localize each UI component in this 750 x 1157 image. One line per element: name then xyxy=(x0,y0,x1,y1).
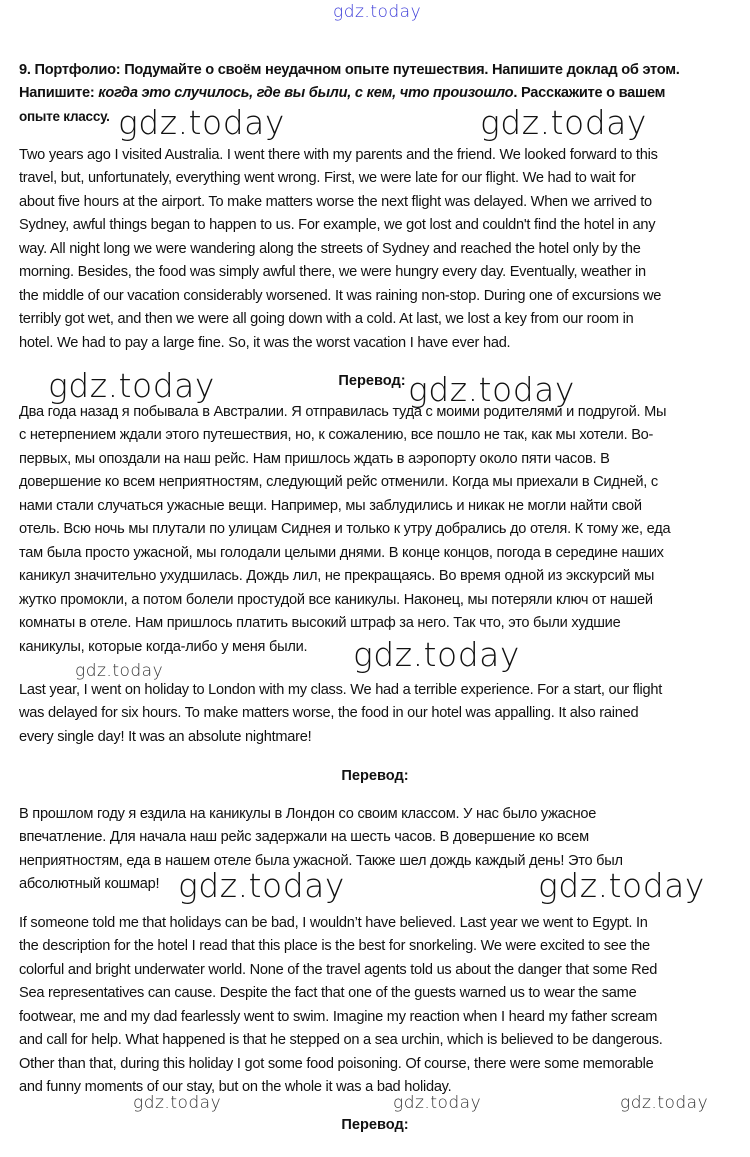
watermark: gdz.today xyxy=(133,1093,222,1113)
english-answer-2-line: Last year, I went on holiday to London with my class. We had a terrible experience. For a start, our flight xyxy=(19,682,663,698)
watermark: gdz.today xyxy=(75,661,164,681)
english-answer-2-line: every single day! It was an absolute nightmare! xyxy=(19,728,312,745)
russian-translation-1-line: отель. Всю ночь мы плутали по улицам Сиднея и только к утру добрались до отеля. К тому же, еда xyxy=(19,521,671,538)
watermark-header: gdz.today xyxy=(333,2,422,22)
watermark: gdz.today xyxy=(480,103,647,142)
task-line-2-end: . Расскажите о вашем xyxy=(513,85,666,101)
english-answer-1-line: Sydney, awful things began to happen to us. For example, we got lost and couldn't find the hotel in any xyxy=(19,217,656,234)
english-answer-3-line: colorful and bright underwater world. None of the travel agents told us about the danger that some Red xyxy=(19,961,658,978)
watermark: gdz.today xyxy=(353,635,520,674)
english-answer-1-line: way. All night long we were wandering along the streets of Sydney and reached the hotel only by the xyxy=(19,240,641,257)
translation-label-2: Перевод: xyxy=(341,768,409,784)
english-answer-1-line: Two years ago I visited Australia. I went there with my parents and the friend. We looked forward to this xyxy=(19,147,658,163)
english-answer-1-line: travel, but, unfortunately, everything went wrong. First, we were late for our flight. We had to wait for xyxy=(19,170,636,187)
russian-translation-1-line: комнаты в отеле. Нам пришлось платить высокий штраф за него. Так что, это были худшие xyxy=(19,615,621,632)
english-answer-3-line: and funny moments of our stay, but on the whole it was a bad holiday. xyxy=(19,1079,452,1096)
english-answer-1-line: about five hours at the airport. To make matters worse the next flight was delayed. When we arrived to xyxy=(19,193,652,210)
watermark: gdz.today xyxy=(620,1093,709,1113)
translation-label-3: Перевод: xyxy=(341,1117,409,1133)
english-answer-3-line: the description for the hotel I read that this place is the best for snorkeling. We were excited to see the xyxy=(19,938,650,955)
russian-translation-1-line: первых, мы опоздали на наш рейс. Нам пришлось ждать в аэропорту около пяти часов. В xyxy=(19,450,610,467)
english-answer-3-line: Sea representatives can cause. Despite the fact that one of the guests warned us to wear the same xyxy=(19,985,637,1002)
task-questions: когда это случилось, где вы были, с кем, что произошло xyxy=(98,85,514,101)
russian-translation-2-line: впечатление. Для начала наш рейс задержали на шесть часов. В довершение ко всем xyxy=(19,829,589,846)
russian-translation-1-line: каникул значительно ухудшилась. Дождь лил, не прекращаясь. Во время одной из экскурсий мы xyxy=(19,568,655,585)
task-line-2-start: Напишите: xyxy=(19,85,99,101)
russian-translation-2-line: В прошлом году я ездила на каникулы в Лондон со своим классом. У нас было ужасное xyxy=(19,806,597,822)
english-answer-1-line: morning. Besides, the food was simply awful there, we were hungry every day. Eventually, weather in xyxy=(19,264,646,281)
translation-label-1: Перевод: xyxy=(338,373,406,389)
english-answer-3-line: If someone told me that holidays can be bad, I wouldn’t have believed. Last year we went to Egypt. In xyxy=(19,915,648,931)
english-answer-3-line: and call for help. What happened is that he stepped on a sea urchin, which is believed to be dangerous. xyxy=(19,1032,663,1049)
watermark: gdz.today xyxy=(48,366,215,405)
watermark: gdz.today xyxy=(393,1093,482,1113)
english-answer-1-line: terribly got wet, and then we were all going down with a cold. At last, we lost a key from our room in xyxy=(19,311,634,328)
russian-translation-1-line: каникулы, которые когда-либо у меня были. xyxy=(19,638,308,655)
russian-translation-1-line: жутко промокли, а потом болели простудой все каникулы. Наконец, мы потеряли ключ от нашей xyxy=(19,591,653,608)
task-line-2 xyxy=(19,84,665,102)
russian-translation-1-line: с нетерпением ждали этого путешествия, но, к сожалению, все пошло не так, как мы хотели. Во- xyxy=(19,427,654,444)
watermark: gdz.today xyxy=(408,370,575,409)
task-line-3: опыте классу. xyxy=(19,109,110,124)
english-answer-1-line: the middle of our vacation considerably worsened. It was raining non-stop. During one of excursions we xyxy=(19,287,662,304)
english-answer-3-line: Other than that, during this holiday I got some food poisoning. Of course, there were some memorable xyxy=(19,1055,654,1072)
russian-translation-1-line: довершение ко всем неприятностям, следующий рейс отменили. Когда мы приехали в Сидней, с xyxy=(19,474,658,491)
english-answer-3-line: footwear, me and my dad fearlessly went to swim. Imagine my reaction when I heard my father scream xyxy=(19,1008,658,1025)
english-answer-2-line: was delayed for six hours. To make matters worse, the food in our hotel was appalling. It also rained xyxy=(19,705,639,722)
watermark: gdz.today xyxy=(118,103,285,142)
russian-translation-1-line: Два года назад я побывала в Австралии. Я отправилась туда с моими родителями и подругой. Мы xyxy=(19,404,667,420)
task-line-1: 9. Портфолио: Подумайте о своём неудачном опыте путешествия. Напишите доклад об этом. xyxy=(19,62,680,78)
russian-translation-2-line: абсолютный кошмар! xyxy=(19,876,160,893)
english-answer-1-line: hotel. We had to pay a large fine. So, it was the worst vacation I have ever had. xyxy=(19,334,511,351)
russian-translation-1-line: там была просто ужасной, мы голодали целыми днями. В конце концов, погода в середине наших xyxy=(19,544,664,561)
russian-translation-2-line: неприятностям, еда в нашем отеле была ужасной. Также шел дождь каждый день! Это был xyxy=(19,852,623,869)
watermark: gdz.today xyxy=(538,866,705,905)
watermark: gdz.today xyxy=(178,866,345,905)
russian-translation-1-line: нами стали случаться ужасные вещи. Например, мы заблудились и никак не могли найти свой xyxy=(19,497,642,514)
